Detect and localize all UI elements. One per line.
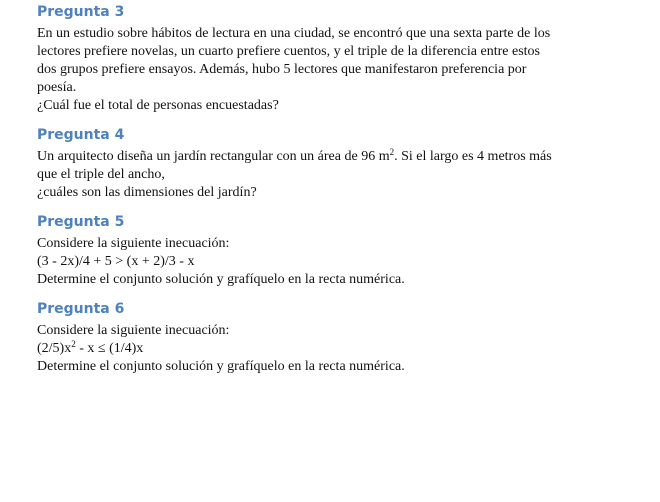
superscript-exponent: 2 — [389, 147, 395, 157]
question-text-line: poesía. — [37, 80, 77, 95]
question-4 — [37, 127, 655, 202]
question-title: Pregunta 3 — [37, 4, 125, 20]
question-title: Pregunta 6 — [37, 301, 125, 317]
question-title: Pregunta 4 — [37, 127, 125, 143]
question-text-line: Determine el conjunto solución y grafíquelo en la recta numérica. — [37, 272, 405, 287]
text-segment: Un arquitecto diseña un jardín rectangular con un área de 96 m — [37, 149, 390, 164]
question-3 — [37, 4, 655, 115]
superscript-exponent: 2 — [71, 339, 76, 349]
question-text-line: Considere la siguiente inecuación: — [37, 323, 230, 338]
document-page — [37, 4, 655, 388]
inequality-expression — [37, 340, 655, 358]
question-text-line: ¿cuáles son las dimensiones del jardín? — [37, 185, 257, 200]
question-text-line: que el triple del ancho, — [37, 167, 165, 182]
question-text-line: dos grupos prefiere ensayos. Además, hubo 5 lectores que manifestaron preferencia por — [37, 62, 527, 77]
question-6 — [37, 301, 655, 376]
question-text-line: ¿Cuál fue el total de personas encuestadas? — [37, 98, 279, 113]
inequality-expression: (3 - 2x)/4 + 5 > (x + 2)/3 - x — [37, 254, 195, 269]
text-segment: (2/5)x — [37, 341, 72, 356]
question-text-line: Determine el conjunto solución y grafíquelo en la recta numérica. — [37, 359, 405, 374]
question-text-line — [37, 148, 655, 166]
question-5 — [37, 214, 655, 289]
question-text-line: Considere la siguiente inecuación: — [37, 236, 230, 251]
text-segment: . Si el largo es 4 metros más — [394, 149, 552, 164]
question-text-line: En un estudio sobre hábitos de lectura en una ciudad, se encontró que una sexta parte de los — [37, 26, 551, 41]
question-text-line: lectores prefiere novelas, un cuarto prefiere cuentos, y el triple de la diferencia entre estos — [37, 44, 540, 59]
question-title: Pregunta 5 — [37, 214, 125, 230]
text-segment: - x ≤ (1/4)x — [75, 341, 144, 356]
